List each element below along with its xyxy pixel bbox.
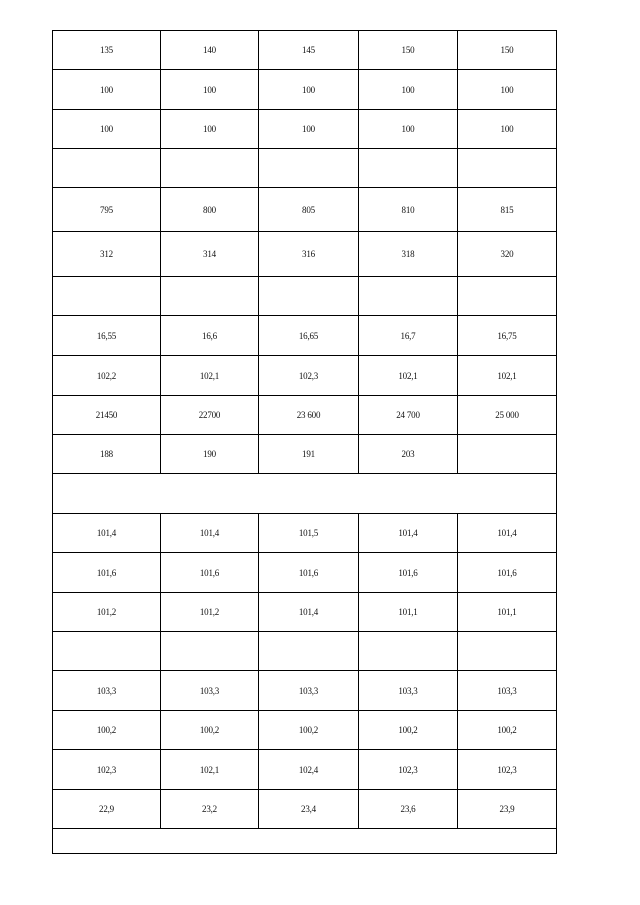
table-cell: 102,3 (259, 356, 359, 396)
table-cell: 101,6 (53, 553, 161, 593)
table-cell: 150 (458, 31, 557, 70)
table-row (53, 790, 557, 829)
table-cell: 23,6 (359, 790, 458, 829)
table-cell: 145 (259, 31, 359, 70)
table-cell: 101,6 (359, 553, 458, 593)
table-cell (359, 149, 458, 188)
table-row (53, 232, 557, 277)
table-cell: 103,3 (259, 671, 359, 711)
table-cell: 16,6 (161, 316, 259, 356)
table-cell (259, 277, 359, 316)
table-cell: 100,2 (161, 711, 259, 750)
table-cell: 150 (359, 31, 458, 70)
table-cell: 815 (458, 188, 557, 232)
table-cell: 103,3 (53, 671, 161, 711)
table-row (53, 356, 557, 396)
table-cell: 103,3 (359, 671, 458, 711)
table-cell: 318 (359, 232, 458, 277)
table-cell: 25 000 (458, 396, 557, 435)
table-cell: 135 (53, 31, 161, 70)
table-cell: 101,4 (161, 514, 259, 553)
table-cell: 203 (359, 435, 458, 474)
table-row (53, 435, 557, 474)
table-cell: 102,3 (53, 750, 161, 790)
table-cell: 100,2 (259, 711, 359, 750)
table-row (53, 149, 557, 188)
table-cell: 16,55 (53, 316, 161, 356)
table-cell: 21450 (53, 396, 161, 435)
table-cell: 101,6 (259, 553, 359, 593)
table-body (53, 31, 557, 854)
table-row (53, 396, 557, 435)
table-cell: 100,2 (359, 711, 458, 750)
table-cell: 101,1 (458, 593, 557, 632)
table-cell: 101,4 (359, 514, 458, 553)
table-cell (359, 277, 458, 316)
table-cell: 316 (259, 232, 359, 277)
table-cell: 101,4 (259, 593, 359, 632)
table-cell: 23,4 (259, 790, 359, 829)
table-row (53, 593, 557, 632)
table-cell: 24 700 (359, 396, 458, 435)
table-cell: 101,4 (458, 514, 557, 553)
table-row (53, 70, 557, 110)
table-cell: 22,9 (53, 790, 161, 829)
table-cell: 100 (53, 110, 161, 149)
table-cell: 102,1 (161, 750, 259, 790)
table-cell: 320 (458, 232, 557, 277)
table-cell: 100 (161, 70, 259, 110)
table-cell: 101,2 (161, 593, 259, 632)
table-cell (259, 632, 359, 671)
table-section-row (53, 474, 557, 514)
table-cell (259, 149, 359, 188)
table-cell (161, 632, 259, 671)
table-cell: 100,2 (53, 711, 161, 750)
table-cell: 100 (458, 110, 557, 149)
table-cell: 102,3 (359, 750, 458, 790)
table-row (53, 277, 557, 316)
table-cell: 102,4 (259, 750, 359, 790)
table-row (53, 750, 557, 790)
table-cell: 100 (458, 70, 557, 110)
table-cell: 23 600 (259, 396, 359, 435)
table-cell: 805 (259, 188, 359, 232)
table-row (53, 31, 557, 70)
table-section-row (53, 829, 557, 854)
table-cell: 810 (359, 188, 458, 232)
table-cell (458, 149, 557, 188)
table-row (53, 711, 557, 750)
table-cell: 23,2 (161, 790, 259, 829)
table-row (53, 110, 557, 149)
table-cell: 101,1 (359, 593, 458, 632)
table-cell: 140 (161, 31, 259, 70)
table-cell: 102,1 (161, 356, 259, 396)
table-row (53, 671, 557, 711)
table-cell: 314 (161, 232, 259, 277)
table-cell: 16,7 (359, 316, 458, 356)
table-cell (458, 632, 557, 671)
table-cell: 100 (161, 110, 259, 149)
table-cell: 16,75 (458, 316, 557, 356)
table-row (53, 316, 557, 356)
table-cell: 100 (259, 110, 359, 149)
table-cell: 16,65 (259, 316, 359, 356)
table-cell: 23,9 (458, 790, 557, 829)
section-cell (53, 474, 557, 514)
table-cell: 102,1 (359, 356, 458, 396)
table-cell (458, 435, 557, 474)
table-cell: 188 (53, 435, 161, 474)
table-cell (53, 277, 161, 316)
table-cell: 22700 (161, 396, 259, 435)
table-cell: 100 (359, 70, 458, 110)
table-cell (161, 277, 259, 316)
table-cell: 100 (359, 110, 458, 149)
table-cell (161, 149, 259, 188)
table-cell: 101,6 (161, 553, 259, 593)
table-cell: 102,3 (458, 750, 557, 790)
table-cell: 191 (259, 435, 359, 474)
table-cell: 101,5 (259, 514, 359, 553)
table-cell: 100,2 (458, 711, 557, 750)
table-row (53, 553, 557, 593)
table-row (53, 188, 557, 232)
table-cell (53, 632, 161, 671)
table-cell (359, 632, 458, 671)
section-cell (53, 829, 557, 854)
table-row (53, 632, 557, 671)
table-cell: 100 (53, 70, 161, 110)
table-cell: 312 (53, 232, 161, 277)
table-cell (53, 149, 161, 188)
table-row (53, 514, 557, 553)
table-cell: 101,4 (53, 514, 161, 553)
table-cell: 795 (53, 188, 161, 232)
table-cell (458, 277, 557, 316)
table-cell: 800 (161, 188, 259, 232)
table-cell: 103,3 (458, 671, 557, 711)
table-cell: 102,2 (53, 356, 161, 396)
table-cell: 103,3 (161, 671, 259, 711)
data-table (52, 30, 557, 854)
table-cell: 101,6 (458, 553, 557, 593)
table-cell: 102,1 (458, 356, 557, 396)
table-cell: 100 (259, 70, 359, 110)
table-cell: 190 (161, 435, 259, 474)
table-cell: 101,2 (53, 593, 161, 632)
